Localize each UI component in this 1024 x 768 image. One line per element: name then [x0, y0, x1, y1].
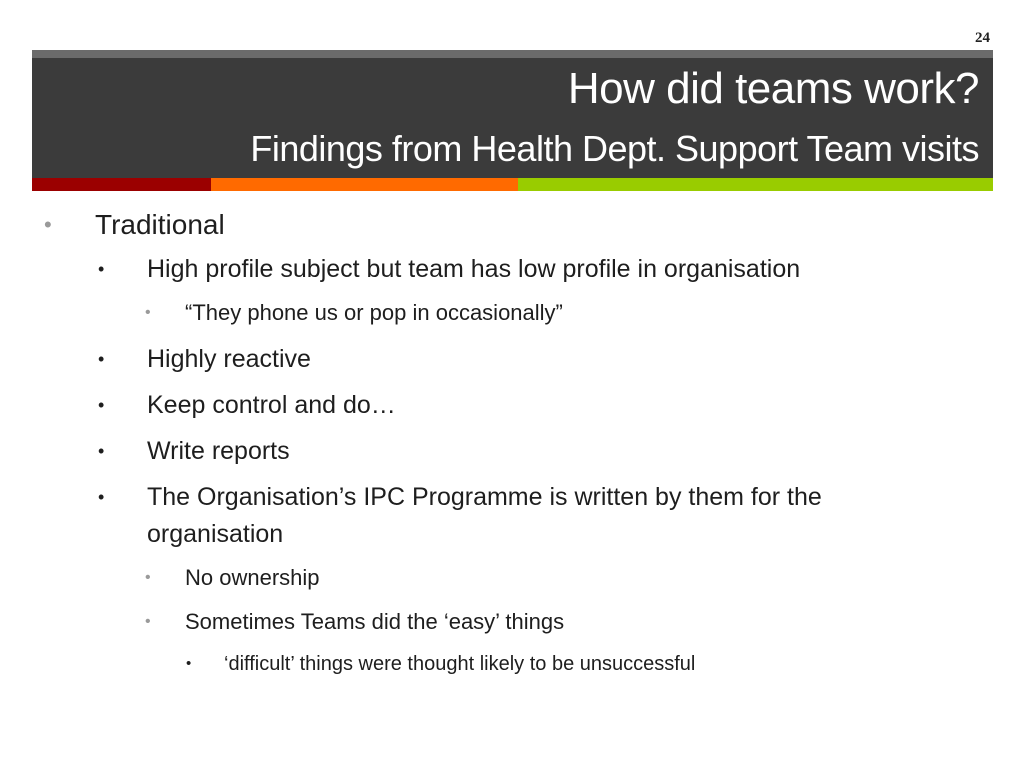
title-band	[32, 50, 993, 178]
bullet-marker: •	[145, 304, 151, 321]
bullet-text: Traditional	[95, 209, 225, 240]
accent-segment-orange	[211, 178, 518, 191]
bullet-list	[0, 205, 1000, 688]
bullet-item	[0, 433, 937, 470]
bullet-item	[0, 606, 1000, 638]
bullet-text: Write reports	[147, 437, 290, 465]
bullet-text: Sometimes Teams did the ‘easy’ things	[185, 609, 565, 634]
bullet-item	[0, 251, 937, 288]
bullet-marker: •	[145, 613, 151, 630]
slide-subtitle: Findings from Health Dept. Support Team visits	[250, 128, 979, 169]
bullet-marker: •	[98, 259, 105, 279]
accent-strip	[32, 178, 993, 191]
bullet-item	[0, 297, 1000, 329]
bullet-text: Keep control and do…	[147, 391, 396, 419]
slide-title: How did teams work?	[567, 64, 979, 113]
bullet-marker: •	[98, 441, 105, 461]
bullet-text: ‘difficult’ things were thought likely to be unsuccessful	[224, 653, 696, 675]
bullet-marker: •	[145, 569, 151, 586]
bullet-item	[0, 387, 937, 424]
slide-number: 24	[975, 30, 990, 46]
bullet-text: The Organisation’s IPC Programme is written by them for the organisation	[147, 483, 822, 548]
bullet-marker: •	[44, 212, 52, 237]
bullet-text: No ownership	[185, 565, 320, 590]
bullet-item	[0, 341, 937, 378]
bullet-marker: •	[98, 395, 105, 415]
bullet-item	[0, 562, 1000, 594]
bullet-text: “They phone us or pop in occasionally”	[185, 300, 563, 325]
bullet-marker: •	[98, 349, 105, 369]
accent-segment-green	[518, 178, 993, 191]
bullet-marker: •	[186, 655, 192, 672]
bullet-marker: •	[98, 487, 105, 507]
bullet-text: Highly reactive	[147, 345, 311, 373]
accent-segment-red	[32, 178, 211, 191]
bullet-item	[0, 479, 937, 553]
bullet-item	[0, 650, 1000, 678]
bullet-text: High profile subject but team has low profile in organisation	[147, 255, 801, 283]
bullet-item	[0, 205, 1000, 245]
